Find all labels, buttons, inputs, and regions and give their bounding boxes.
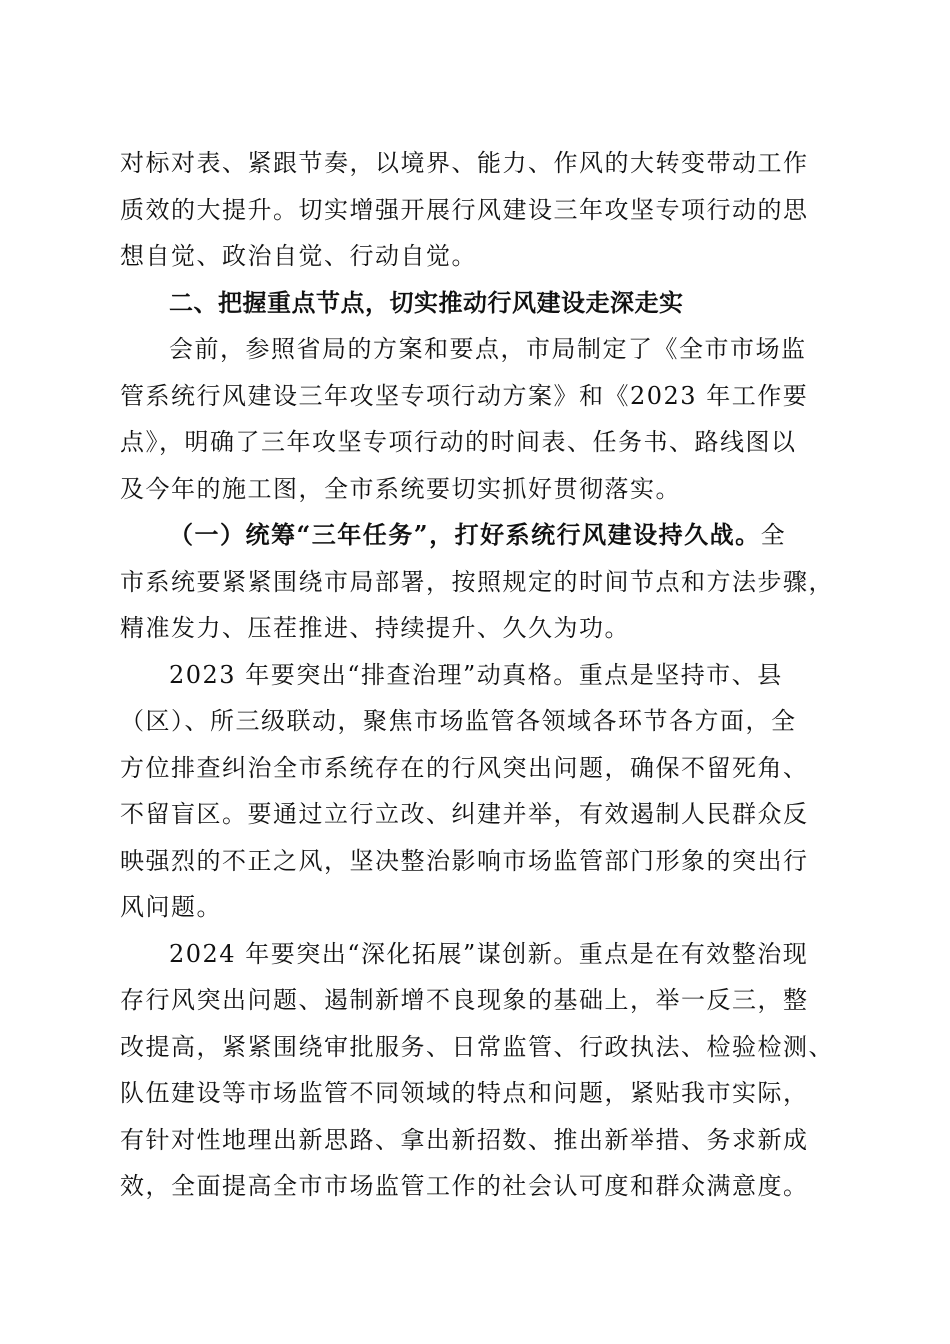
text-line: 对标对表、紧跟节奏，以境界、能力、作风的大转变带动工作 — [120, 149, 809, 177]
paragraph-3 — [120, 512, 832, 652]
text-line: 有针对性地理出新思路、拿出新招数、推出新举措、务求新成 — [120, 1125, 809, 1154]
text-line: （区）、所三级联动，聚焦市场监管各领域各环节各方面，全 — [120, 707, 797, 735]
text-line: 风问题。 — [120, 893, 222, 921]
text-line: 会前，参照省局的方案和要点，市局制定了《全市市场监 — [169, 335, 807, 363]
text-line: 不留盲区。要通过立行立改、纠建并举，有效遏制人民群众反 — [120, 800, 809, 828]
text-line: 存行风突出问题、遏制新增不良现象的基础上，举一反三，整 — [120, 986, 809, 1014]
text-line: 想自觉、政治自觉、行动自觉。 — [120, 242, 477, 270]
text-line — [120, 512, 832, 559]
text-line: 管系统行风建设三年攻坚专项行动方案》和《2023 年工作要 — [120, 381, 809, 410]
text-line: 队伍建设等市场监管不同领域的特点和问题，紧贴我市实际， — [120, 1079, 809, 1107]
paragraph-2 — [120, 326, 832, 512]
document-body — [120, 140, 832, 1210]
text-line: 映强烈的不正之风，坚决整治影响市场监管部门形象的突出行 — [120, 846, 809, 875]
paragraph-4 — [120, 652, 832, 931]
text-line: 精准发力、压茬推进、持续提升、久久为功。 — [120, 614, 630, 642]
text-line: 改提高，紧紧围绕审批服务、日常监管、行政执法、检验检测、 — [120, 1032, 834, 1061]
text-line: 2024 年要突出“深化拓展”谋创新。重点是在有效整治现 — [169, 939, 809, 968]
paragraph-1 — [120, 140, 832, 280]
paragraph-5 — [120, 931, 832, 1210]
text-line: 效，全面提高全市市场监管工作的社会认可度和群众满意度。 — [120, 1172, 809, 1200]
heading-text: 二、把握重点节点，切实推动行风建设走深走实 — [169, 288, 684, 317]
text-line: 市系统要紧紧围绕市局部署，按照规定的时间节点和方法步骤， — [120, 567, 834, 596]
text-line: 及今年的施工图，全市系统要切实抓好贯彻落实。 — [120, 474, 681, 503]
lead-tail: 全 — [760, 521, 787, 549]
text-line: 质效的大提升。切实增强开展行风建设三年攻坚专项行动的思 — [120, 195, 809, 224]
text-line: 方位排查纠治全市系统存在的行风突出问题，确保不留死角、 — [120, 753, 809, 782]
text-line: 2023 年要突出“排查治理”动真格。重点是坚持市、县 — [169, 660, 783, 689]
text-line: 点》，明确了三年攻坚专项行动的时间表、任务书、路线图以 — [120, 428, 797, 456]
section-heading — [120, 280, 832, 327]
subheading-lead: （一）统筹“三年任务”，打好系统行风建设持久战。 — [169, 520, 761, 549]
